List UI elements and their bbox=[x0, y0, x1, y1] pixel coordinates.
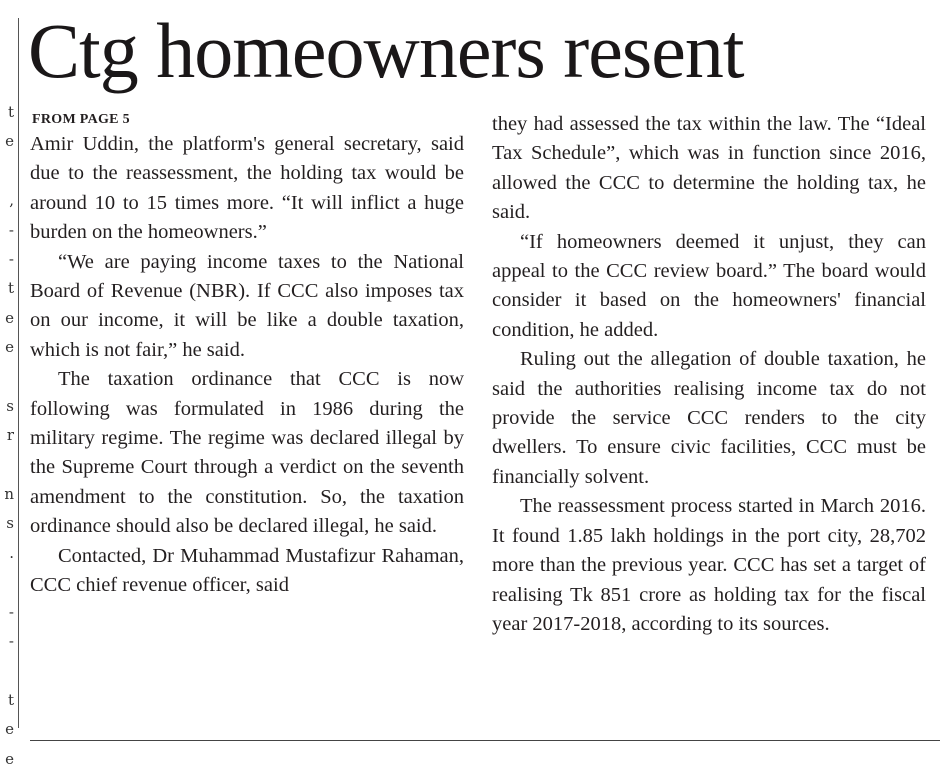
paragraph: Ruling out the allegation of double taxation, he said the authorities realising income tax do not provide the service CCC renders to the city dwellers. To ensure civic facilities, CCC must be financially solvent. bbox=[492, 348, 926, 488]
fragment-char bbox=[0, 363, 14, 392]
paragraph: The reassessment process started in March 2016. It found 1.85 lakh holdings in the port city, 28,702 more than the previous year. CCC has set a target of realising Tk 851 crore as holding tax for the fiscal year 2017-2018, according to its sources. bbox=[492, 495, 926, 635]
article-column-right bbox=[492, 110, 926, 639]
fragment-char: e bbox=[5, 749, 14, 768]
paragraph: The taxation ordinance that CCC is now following was formulated in 1986 during the military regime. The regime was declared illegal by the Supreme Court through a verdict on the seventh amendment to the constitution. So, the taxation ordinance should also be declared illegal, he said. bbox=[30, 368, 464, 538]
fragment-char bbox=[0, 451, 14, 480]
bottom-divider bbox=[30, 740, 940, 741]
fragment-char: e bbox=[5, 720, 14, 739]
paragraph: Contacted, Dr Muhammad Mustafizur Rahaman, CCC chief revenue officer, said bbox=[30, 544, 464, 597]
fragment-char: - bbox=[8, 602, 14, 621]
fragment-char: e bbox=[5, 308, 14, 327]
paragraph: “If homeowners deemed it unjust, they can appeal to the CCC review board.” The board would consider it based on the homeowners' financial condition, he added. bbox=[492, 230, 926, 341]
fragment-char: e bbox=[5, 338, 14, 357]
fragment-char: - bbox=[8, 220, 14, 239]
paragraph: Amir Uddin, the platform's general secretary, said due to the reassessment, the holding tax would be around 10 to 15 times more. “It will inflict a huge burden on the homeowners.” bbox=[30, 133, 464, 244]
fragment-char: t bbox=[7, 103, 14, 121]
fragment-char: s bbox=[6, 396, 14, 415]
paragraph: “We are paying income taxes to the National Board of Revenue (NBR). If CCC also imposes tax on our income, it will be like a double taxation, which is not fair,” he said. bbox=[30, 250, 464, 361]
fragment-char: t bbox=[7, 279, 14, 298]
paragraph: they had assessed the tax within the law. The “Ideal Tax Schedule”, which was in function since 2016, allowed the CCC to determine the holding tax, he said. bbox=[492, 113, 926, 224]
fragment-char bbox=[0, 656, 14, 685]
column-divider-left bbox=[18, 18, 19, 728]
fragment-char: - bbox=[8, 632, 14, 651]
fragment-char bbox=[0, 568, 14, 597]
adjacent-column-fragment bbox=[0, 98, 14, 774]
fragment-char: , bbox=[9, 191, 14, 210]
article-column-left bbox=[30, 130, 464, 601]
fragment-char bbox=[0, 157, 14, 186]
headline: Ctg homeowners resent bbox=[28, 7, 744, 94]
continuation-kicker: FROM PAGE 5 bbox=[32, 112, 130, 127]
fragment-char: n bbox=[4, 485, 14, 504]
fragment-char: s bbox=[6, 514, 14, 533]
fragment-char: r bbox=[6, 426, 14, 445]
fragment-char: - bbox=[8, 249, 14, 268]
fragment-char: . bbox=[9, 543, 14, 562]
fragment-char: t bbox=[7, 690, 14, 709]
fragment-char: e bbox=[5, 132, 14, 151]
